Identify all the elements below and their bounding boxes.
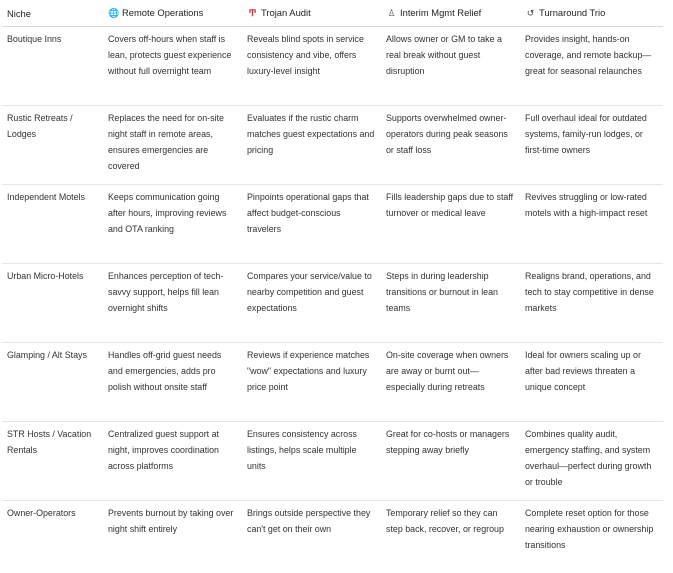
audit-cell: Compares your service/value to nearby competition and guest expectations bbox=[242, 264, 381, 343]
interim-cell: Great for co-hosts or managers stepping away briefly bbox=[381, 422, 520, 501]
remote-cell: Replaces the need for on-site night staff in remote areas, ensures emergencies are covered bbox=[103, 106, 242, 185]
remote-cell: Handles off-grid guest needs and emergencies, adds pro polish without onsite staff bbox=[103, 343, 242, 422]
niche-cell: Urban Micro-Hotels bbox=[2, 264, 103, 343]
table-row bbox=[2, 185, 663, 264]
header-trojan-audit: Ͳ Trojan Audit bbox=[242, 0, 381, 27]
trio-cell: Complete reset option for those nearing exhaustion or ownership transitions bbox=[525, 508, 654, 550]
comparison-table bbox=[2, 0, 663, 563]
table-row bbox=[2, 343, 663, 422]
header-niche: Niche bbox=[2, 0, 103, 27]
table-row bbox=[2, 106, 663, 185]
table-row bbox=[2, 264, 663, 343]
niche-cell: Owner-Operators bbox=[7, 508, 76, 518]
trio-cell: Revives struggling or low-rated motels with a high-impact reset bbox=[520, 185, 663, 264]
interim-cell: Steps in during leadership transitions or burnout in lean teams bbox=[381, 264, 520, 343]
globe-icon: 🌐 bbox=[108, 8, 120, 18]
interim-cell: Supports overwhelmed owner-operators during peak seasons or staff loss bbox=[381, 106, 520, 185]
trio-cell: Combines quality audit, emergency staffing, and system overhaul—perfect during growth or trouble bbox=[520, 422, 663, 501]
audit-cell: Evaluates if the rustic charm matches guest expectations and pricing bbox=[242, 106, 381, 185]
niche-cell: Rustic Retreats / Lodges bbox=[2, 106, 103, 185]
trojan-helmet-icon: Ͳ bbox=[248, 8, 257, 18]
interim-cell: Allows owner or GM to take a real break without guest disruption bbox=[381, 27, 520, 106]
interim-cell: Fills leadership gaps due to staff turnover or medical leave bbox=[381, 185, 520, 264]
interim-cell: On-site coverage when owners are away or burnt out—especially during retreats bbox=[381, 343, 520, 422]
trio-cell: Realigns brand, operations, and tech to stay competitive in dense markets bbox=[520, 264, 663, 343]
trio-cell: Full overhaul ideal for outdated systems, family-run lodges, or first-time owners bbox=[520, 106, 663, 185]
header-remote-operations: 🌐 Remote Operations bbox=[103, 0, 242, 27]
niche-cell: STR Hosts / Vacation Rentals bbox=[2, 422, 103, 501]
remote-cell: Covers off-hours when staff is lean, protects guest experience without full overnight team bbox=[103, 27, 242, 106]
table-row bbox=[2, 27, 663, 106]
audit-cell: Ensures consistency across listings, helps scale multiple units bbox=[242, 422, 381, 501]
cycle-icon: ↺ bbox=[526, 8, 535, 18]
person-icon: ♙ bbox=[387, 8, 396, 18]
header-row bbox=[2, 0, 663, 27]
niche-cell: Independent Motels bbox=[2, 185, 103, 264]
remote-cell: Keeps communication going after hours, improving reviews and OTA ranking bbox=[103, 185, 242, 264]
table-row bbox=[2, 501, 663, 563]
audit-cell: Reviews if experience matches "wow" expectations and luxury price point bbox=[242, 343, 381, 422]
audit-cell: Pinpoints operational gaps that affect budget-conscious travelers bbox=[242, 185, 381, 264]
remote-cell: Prevents burnout by taking over night shift entirely bbox=[108, 508, 234, 534]
remote-cell: Centralized guest support at night, improves coordination across platforms bbox=[103, 422, 242, 501]
trio-cell: Provides insight, hands-on coverage, and remote backup—great for seasonal relaunches bbox=[520, 27, 663, 106]
trio-cell: Ideal for owners scaling up or after bad reviews threaten a unique concept bbox=[520, 343, 663, 422]
audit-cell: Reveals blind spots in service consistency and vibe, offers luxury-level insight bbox=[242, 27, 381, 106]
niche-cell: Boutique Inns bbox=[2, 27, 103, 106]
audit-cell: Brings outside perspective they can't get on their own bbox=[247, 508, 371, 534]
interim-cell: Temporary relief so they can step back, recover, or regroup bbox=[386, 508, 504, 534]
remote-cell: Enhances perception of tech-savvy support, helps fill lean overnight shifts bbox=[103, 264, 242, 343]
table-row bbox=[2, 422, 663, 501]
header-turnaround-trio: ↺ Turnaround Trio bbox=[520, 0, 663, 27]
niche-cell: Glamping / Alt Stays bbox=[2, 343, 103, 422]
header-interim-mgmt-relief: ♙ Interim Mgmt Relief bbox=[381, 0, 520, 27]
